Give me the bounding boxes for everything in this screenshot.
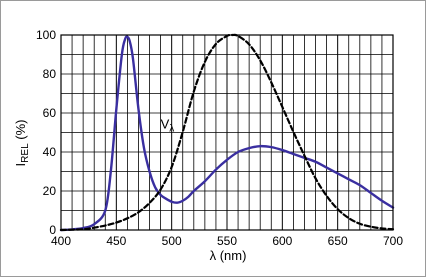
x-tick-label: 400: [50, 234, 72, 248]
y-tick-label: 20: [42, 184, 56, 198]
y-axis-label-sub: REL: [20, 143, 31, 163]
y-tick-label: 100: [35, 28, 56, 42]
v-lambda-annotation-main: V: [160, 116, 170, 132]
y-tick-label: 80: [42, 67, 56, 81]
y-axis-label-main: I: [13, 162, 28, 167]
x-tick-label: 700: [382, 234, 404, 248]
x-axis-label: λ (nm): [209, 248, 247, 263]
spectrum-chart: [1, 1, 426, 278]
x-tick-label: 500: [161, 234, 182, 248]
y-tick-label: 40: [42, 145, 56, 159]
v-lambda-annotation: [161, 117, 175, 135]
y-tick-label: 60: [42, 106, 56, 120]
x-tick-label: 600: [272, 234, 293, 248]
grid: [61, 35, 393, 230]
v-lambda-annotation-sub: λ: [169, 123, 175, 135]
y-axis-label-unit: (%): [13, 119, 28, 144]
y-tick-label: 0: [49, 223, 56, 237]
x-tick-label: 550: [216, 234, 238, 248]
x-tick-label: 450: [106, 234, 127, 248]
tick-labels: [36, 28, 403, 248]
x-tick-label: 650: [327, 234, 348, 248]
y-axis-label: [13, 120, 31, 167]
